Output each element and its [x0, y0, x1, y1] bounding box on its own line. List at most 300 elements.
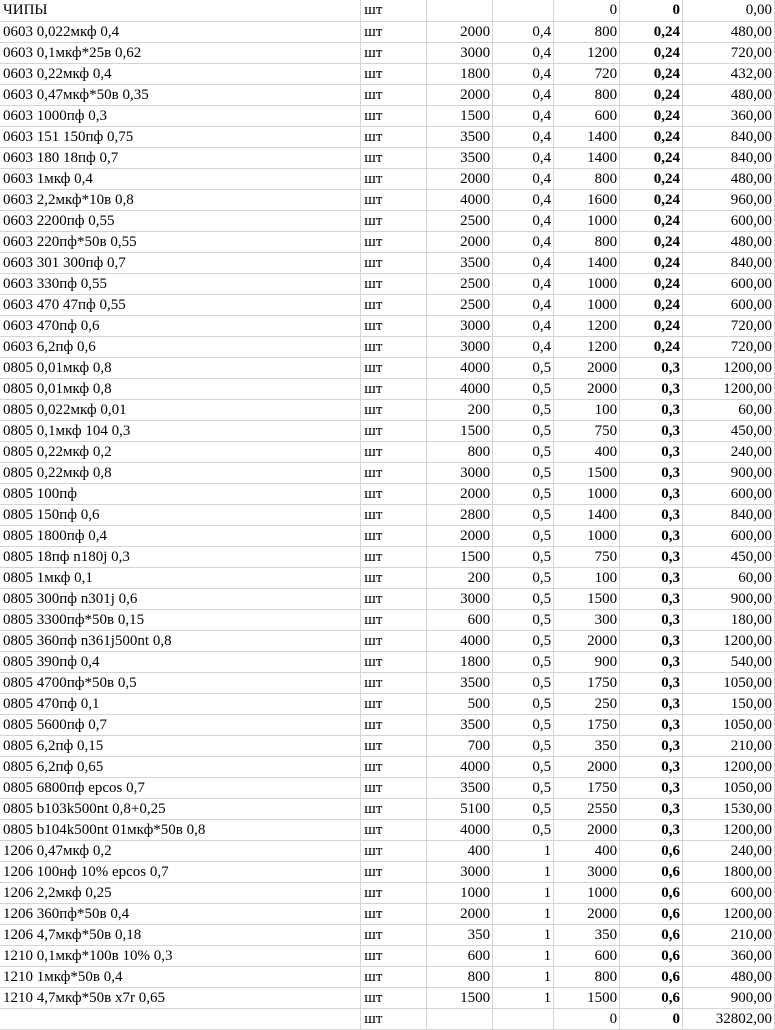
cell-total[interactable]: 480,00: [683, 84, 775, 105]
cell-total[interactable]: 1800,00: [683, 861, 775, 882]
cell-price[interactable]: 0,4: [493, 105, 554, 126]
cell-sum[interactable]: 3000: [554, 861, 620, 882]
cell-name[interactable]: 0603 151 150пф 0,75: [0, 126, 361, 147]
cell-name[interactable]: 0805 6,2пф 0,15: [0, 735, 361, 756]
cell-total[interactable]: 840,00: [683, 126, 775, 147]
cell-name[interactable]: 1210 0,1мкф*100в 10% 0,3: [0, 945, 361, 966]
cell-qty[interactable]: 2500: [427, 210, 493, 231]
cell-name[interactable]: 0603 470пф 0,6: [0, 315, 361, 336]
cell-sum[interactable]: 1400: [554, 252, 620, 273]
cell-name[interactable]: 1206 4,7мкф*50в 0,18: [0, 924, 361, 945]
cell-price2[interactable]: 0,24: [620, 105, 683, 126]
cell-total[interactable]: 480,00: [683, 966, 775, 987]
cell-price2[interactable]: 0,6: [620, 945, 683, 966]
cell-price[interactable]: 0,5: [493, 462, 554, 483]
cell-total[interactable]: 900,00: [683, 588, 775, 609]
cell-qty[interactable]: 4000: [427, 756, 493, 777]
cell-price2[interactable]: 0,24: [620, 63, 683, 84]
cell-unit[interactable]: шт: [361, 231, 427, 252]
cell-price[interactable]: 0,5: [493, 798, 554, 819]
cell-qty[interactable]: 1500: [427, 987, 493, 1008]
cell-qty[interactable]: 1500: [427, 546, 493, 567]
cell-name[interactable]: 0805 1мкф 0,1: [0, 567, 361, 588]
cell-price2[interactable]: 0,24: [620, 252, 683, 273]
cell-name[interactable]: 0603 1мкф 0,4: [0, 168, 361, 189]
cell-total[interactable]: 600,00: [683, 210, 775, 231]
cell-total[interactable]: 600,00: [683, 525, 775, 546]
cell-sum[interactable]: 400: [554, 441, 620, 462]
cell-sum[interactable]: 750: [554, 420, 620, 441]
cell-qty[interactable]: 2800: [427, 504, 493, 525]
cell-price2[interactable]: 0,3: [620, 630, 683, 651]
cell-total[interactable]: 960,00: [683, 189, 775, 210]
cell-total[interactable]: 1050,00: [683, 777, 775, 798]
cell-price2[interactable]: 0,6: [620, 861, 683, 882]
cell-name[interactable]: ЧИПЫ: [0, 0, 361, 21]
cell-qty[interactable]: 3000: [427, 861, 493, 882]
cell-unit[interactable]: шт: [361, 525, 427, 546]
cell-total[interactable]: 180,00: [683, 609, 775, 630]
cell-unit[interactable]: шт: [361, 441, 427, 462]
cell-price[interactable]: 0,4: [493, 273, 554, 294]
cell-price2[interactable]: 0,6: [620, 903, 683, 924]
cell-unit[interactable]: шт: [361, 189, 427, 210]
cell-price2[interactable]: 0,3: [620, 378, 683, 399]
cell-total[interactable]: 1200,00: [683, 630, 775, 651]
cell-qty[interactable]: 1500: [427, 420, 493, 441]
cell-unit[interactable]: шт: [361, 168, 427, 189]
cell-name[interactable]: 1206 0,47мкф 0,2: [0, 840, 361, 861]
cell-name[interactable]: 0805 0,022мкф 0,01: [0, 399, 361, 420]
cell-total[interactable]: 150,00: [683, 693, 775, 714]
cell-sum[interactable]: 900: [554, 651, 620, 672]
cell-price2[interactable]: 0,3: [620, 693, 683, 714]
cell-name[interactable]: 1206 360пф*50в 0,4: [0, 903, 361, 924]
cell-price[interactable]: 1: [493, 903, 554, 924]
cell-sum[interactable]: 1000: [554, 294, 620, 315]
cell-unit[interactable]: шт: [361, 588, 427, 609]
cell-price2[interactable]: 0,3: [620, 462, 683, 483]
cell-price2[interactable]: 0,3: [620, 714, 683, 735]
cell-price2[interactable]: 0,6: [620, 987, 683, 1008]
cell-unit[interactable]: шт: [361, 84, 427, 105]
cell-name[interactable]: 0603 301 300пф 0,7: [0, 252, 361, 273]
cell-price2[interactable]: 0,3: [620, 588, 683, 609]
cell-sum[interactable]: 800: [554, 21, 620, 42]
cell-qty[interactable]: 3000: [427, 336, 493, 357]
cell-sum[interactable]: 1750: [554, 777, 620, 798]
cell-price2[interactable]: 0,24: [620, 168, 683, 189]
cell-name[interactable]: 0805 150пф 0,6: [0, 504, 361, 525]
cell-price[interactable]: 0,4: [493, 168, 554, 189]
cell-unit[interactable]: шт: [361, 1008, 427, 1029]
cell-unit[interactable]: шт: [361, 945, 427, 966]
cell-price[interactable]: [493, 0, 554, 21]
cell-price[interactable]: 0,5: [493, 777, 554, 798]
cell-price[interactable]: 0,4: [493, 84, 554, 105]
cell-sum[interactable]: 1500: [554, 987, 620, 1008]
cell-sum[interactable]: 2000: [554, 357, 620, 378]
cell-unit[interactable]: шт: [361, 693, 427, 714]
cell-name[interactable]: 0805 18пф n180j 0,3: [0, 546, 361, 567]
cell-price[interactable]: 0,5: [493, 567, 554, 588]
cell-qty[interactable]: [427, 1008, 493, 1029]
cell-unit[interactable]: шт: [361, 630, 427, 651]
cell-unit[interactable]: шт: [361, 651, 427, 672]
cell-total[interactable]: 840,00: [683, 147, 775, 168]
cell-qty[interactable]: 3000: [427, 462, 493, 483]
cell-total[interactable]: 0,00: [683, 0, 775, 21]
cell-name[interactable]: 0603 2,2мкф*10в 0,8: [0, 189, 361, 210]
cell-qty[interactable]: 800: [427, 966, 493, 987]
cell-price[interactable]: 0,5: [493, 651, 554, 672]
cell-qty[interactable]: 1800: [427, 651, 493, 672]
cell-price[interactable]: 1: [493, 924, 554, 945]
cell-price2[interactable]: 0: [620, 0, 683, 21]
cell-unit[interactable]: шт: [361, 420, 427, 441]
cell-sum[interactable]: 100: [554, 567, 620, 588]
cell-name[interactable]: 0603 470 47пф 0,55: [0, 294, 361, 315]
cell-price2[interactable]: 0,3: [620, 798, 683, 819]
cell-unit[interactable]: шт: [361, 777, 427, 798]
cell-price2[interactable]: 0,24: [620, 210, 683, 231]
cell-price[interactable]: 0,5: [493, 672, 554, 693]
cell-price2[interactable]: 0,24: [620, 147, 683, 168]
cell-price2[interactable]: 0,24: [620, 126, 683, 147]
cell-name[interactable]: 0805 3300пф*50в 0,15: [0, 609, 361, 630]
cell-unit[interactable]: шт: [361, 609, 427, 630]
cell-sum[interactable]: 800: [554, 966, 620, 987]
cell-qty[interactable]: 4000: [427, 189, 493, 210]
cell-unit[interactable]: шт: [361, 294, 427, 315]
cell-price2[interactable]: 0,3: [620, 672, 683, 693]
cell-name[interactable]: 0805 4700пф*50в 0,5: [0, 672, 361, 693]
cell-qty[interactable]: 200: [427, 399, 493, 420]
cell-price[interactable]: 0,5: [493, 399, 554, 420]
cell-qty[interactable]: 4000: [427, 819, 493, 840]
cell-price[interactable]: 0,5: [493, 420, 554, 441]
cell-price[interactable]: 0,5: [493, 819, 554, 840]
cell-price[interactable]: 0,4: [493, 147, 554, 168]
cell-name[interactable]: 0805 6800пф epcos 0,7: [0, 777, 361, 798]
cell-qty[interactable]: 3500: [427, 147, 493, 168]
cell-price2[interactable]: 0,24: [620, 189, 683, 210]
cell-name[interactable]: 0805 b103k500nt 0,8+0,25: [0, 798, 361, 819]
cell-sum[interactable]: 800: [554, 168, 620, 189]
cell-price[interactable]: 0,5: [493, 756, 554, 777]
cell-price2[interactable]: 0,3: [620, 651, 683, 672]
cell-price2[interactable]: 0,3: [620, 525, 683, 546]
cell-total[interactable]: 1200,00: [683, 378, 775, 399]
cell-total[interactable]: 600,00: [683, 483, 775, 504]
cell-qty[interactable]: 200: [427, 567, 493, 588]
cell-price2[interactable]: 0,24: [620, 84, 683, 105]
cell-sum[interactable]: 600: [554, 105, 620, 126]
cell-sum[interactable]: 1000: [554, 483, 620, 504]
cell-total[interactable]: 450,00: [683, 420, 775, 441]
cell-unit[interactable]: шт: [361, 966, 427, 987]
cell-price2[interactable]: 0,24: [620, 21, 683, 42]
cell-qty[interactable]: 4000: [427, 378, 493, 399]
cell-sum[interactable]: 800: [554, 231, 620, 252]
cell-qty[interactable]: 4000: [427, 630, 493, 651]
cell-price[interactable]: 1: [493, 882, 554, 903]
cell-price[interactable]: 0,4: [493, 21, 554, 42]
cell-name[interactable]: 1210 4,7мкф*50в x7r 0,65: [0, 987, 361, 1008]
cell-qty[interactable]: 2500: [427, 273, 493, 294]
cell-qty[interactable]: 1000: [427, 882, 493, 903]
cell-price[interactable]: 0,5: [493, 525, 554, 546]
cell-qty[interactable]: 3500: [427, 672, 493, 693]
cell-unit[interactable]: шт: [361, 273, 427, 294]
cell-qty[interactable]: 2000: [427, 231, 493, 252]
cell-price[interactable]: 0,5: [493, 378, 554, 399]
cell-unit[interactable]: шт: [361, 105, 427, 126]
cell-qty[interactable]: 3500: [427, 777, 493, 798]
cell-total[interactable]: 1200,00: [683, 756, 775, 777]
cell-sum[interactable]: 2550: [554, 798, 620, 819]
cell-sum[interactable]: 1500: [554, 462, 620, 483]
cell-name[interactable]: 0805 0,22мкф 0,8: [0, 462, 361, 483]
cell-total[interactable]: 720,00: [683, 336, 775, 357]
cell-price[interactable]: 1: [493, 945, 554, 966]
cell-sum[interactable]: 0: [554, 1008, 620, 1029]
cell-sum[interactable]: 2000: [554, 903, 620, 924]
cell-total[interactable]: 900,00: [683, 462, 775, 483]
cell-unit[interactable]: шт: [361, 567, 427, 588]
cell-price[interactable]: 0,5: [493, 546, 554, 567]
cell-name[interactable]: 0603 6,2пф 0,6: [0, 336, 361, 357]
cell-unit[interactable]: шт: [361, 672, 427, 693]
cell-price2[interactable]: 0,6: [620, 882, 683, 903]
cell-unit[interactable]: шт: [361, 483, 427, 504]
cell-qty[interactable]: 350: [427, 924, 493, 945]
cell-total[interactable]: 432,00: [683, 63, 775, 84]
cell-total[interactable]: 900,00: [683, 987, 775, 1008]
cell-sum[interactable]: 2000: [554, 756, 620, 777]
cell-unit[interactable]: шт: [361, 21, 427, 42]
cell-price[interactable]: 0,4: [493, 336, 554, 357]
cell-total[interactable]: 450,00: [683, 546, 775, 567]
cell-qty[interactable]: 400: [427, 840, 493, 861]
cell-total[interactable]: 600,00: [683, 273, 775, 294]
cell-sum[interactable]: 2000: [554, 378, 620, 399]
cell-price2[interactable]: 0,3: [620, 504, 683, 525]
cell-price[interactable]: 0,5: [493, 693, 554, 714]
cell-price[interactable]: 0,5: [493, 357, 554, 378]
cell-sum[interactable]: 250: [554, 693, 620, 714]
cell-name[interactable]: 0603 330пф 0,55: [0, 273, 361, 294]
cell-price[interactable]: 0,4: [493, 231, 554, 252]
cell-sum[interactable]: 2000: [554, 819, 620, 840]
cell-sum[interactable]: 0: [554, 0, 620, 21]
cell-qty[interactable]: [427, 0, 493, 21]
cell-unit[interactable]: шт: [361, 987, 427, 1008]
cell-price[interactable]: 1: [493, 840, 554, 861]
cell-total[interactable]: 1200,00: [683, 819, 775, 840]
cell-sum[interactable]: 1000: [554, 273, 620, 294]
cell-unit[interactable]: шт: [361, 882, 427, 903]
cell-qty[interactable]: 600: [427, 945, 493, 966]
cell-sum[interactable]: 1500: [554, 588, 620, 609]
cell-name[interactable]: 0805 0,22мкф 0,2: [0, 441, 361, 462]
cell-name[interactable]: 0603 1000пф 0,3: [0, 105, 361, 126]
cell-sum[interactable]: 1600: [554, 189, 620, 210]
cell-unit[interactable]: шт: [361, 252, 427, 273]
cell-price2[interactable]: 0,3: [620, 399, 683, 420]
cell-qty[interactable]: 500: [427, 693, 493, 714]
cell-qty[interactable]: 2000: [427, 21, 493, 42]
cell-qty[interactable]: 2500: [427, 294, 493, 315]
cell-price[interactable]: 0,5: [493, 735, 554, 756]
cell-price2[interactable]: 0,6: [620, 924, 683, 945]
cell-sum[interactable]: 1200: [554, 315, 620, 336]
cell-unit[interactable]: шт: [361, 357, 427, 378]
cell-total[interactable]: 360,00: [683, 945, 775, 966]
cell-sum[interactable]: 800: [554, 84, 620, 105]
cell-total[interactable]: 360,00: [683, 105, 775, 126]
cell-unit[interactable]: шт: [361, 462, 427, 483]
cell-qty[interactable]: 2000: [427, 483, 493, 504]
cell-price[interactable]: 1: [493, 966, 554, 987]
cell-qty[interactable]: 3000: [427, 588, 493, 609]
cell-unit[interactable]: шт: [361, 315, 427, 336]
cell-unit[interactable]: шт: [361, 546, 427, 567]
cell-name[interactable]: 0805 300пф n301j 0,6: [0, 588, 361, 609]
cell-sum[interactable]: 1000: [554, 525, 620, 546]
cell-total[interactable]: 720,00: [683, 42, 775, 63]
cell-total[interactable]: 480,00: [683, 21, 775, 42]
cell-price[interactable]: 0,4: [493, 294, 554, 315]
cell-qty[interactable]: 2000: [427, 168, 493, 189]
cell-qty[interactable]: 3500: [427, 714, 493, 735]
cell-qty[interactable]: 1800: [427, 63, 493, 84]
cell-name[interactable]: 0805 b104k500nt 01мкф*50в 0,8: [0, 819, 361, 840]
cell-total[interactable]: 210,00: [683, 924, 775, 945]
cell-price2[interactable]: 0,3: [620, 756, 683, 777]
cell-price2[interactable]: 0,3: [620, 441, 683, 462]
cell-total[interactable]: 600,00: [683, 294, 775, 315]
cell-sum[interactable]: 750: [554, 546, 620, 567]
cell-price[interactable]: 0,4: [493, 42, 554, 63]
cell-total[interactable]: 60,00: [683, 399, 775, 420]
cell-unit[interactable]: шт: [361, 336, 427, 357]
cell-price2[interactable]: 0,24: [620, 273, 683, 294]
cell-qty[interactable]: 3500: [427, 252, 493, 273]
cell-unit[interactable]: шт: [361, 210, 427, 231]
cell-total[interactable]: 32802,00: [683, 1008, 775, 1029]
cell-total[interactable]: 240,00: [683, 441, 775, 462]
cell-unit[interactable]: шт: [361, 924, 427, 945]
cell-sum[interactable]: 1000: [554, 210, 620, 231]
cell-sum[interactable]: 1000: [554, 882, 620, 903]
cell-sum[interactable]: 400: [554, 840, 620, 861]
cell-name[interactable]: 1206 100нф 10% epcos 0,7: [0, 861, 361, 882]
cell-price2[interactable]: 0,3: [620, 777, 683, 798]
cell-qty[interactable]: 700: [427, 735, 493, 756]
cell-sum[interactable]: 1200: [554, 336, 620, 357]
cell-price[interactable]: 0,5: [493, 441, 554, 462]
cell-qty[interactable]: 3000: [427, 42, 493, 63]
cell-price2[interactable]: 0,3: [620, 357, 683, 378]
cell-name[interactable]: 0603 180 18пф 0,7: [0, 147, 361, 168]
cell-name[interactable]: [0, 1008, 361, 1029]
cell-total[interactable]: 60,00: [683, 567, 775, 588]
cell-total[interactable]: 480,00: [683, 231, 775, 252]
cell-price[interactable]: 0,5: [493, 609, 554, 630]
cell-qty[interactable]: 5100: [427, 798, 493, 819]
cell-qty[interactable]: 2000: [427, 525, 493, 546]
cell-price2[interactable]: 0,24: [620, 336, 683, 357]
cell-sum[interactable]: 100: [554, 399, 620, 420]
cell-name[interactable]: 0805 0,01мкф 0,8: [0, 378, 361, 399]
cell-unit[interactable]: шт: [361, 756, 427, 777]
cell-price[interactable]: 0,4: [493, 210, 554, 231]
cell-name[interactable]: 0603 220пф*50в 0,55: [0, 231, 361, 252]
cell-price[interactable]: 0,5: [493, 504, 554, 525]
cell-unit[interactable]: шт: [361, 798, 427, 819]
cell-name[interactable]: 0805 360пф n361j500nt 0,8: [0, 630, 361, 651]
cell-qty[interactable]: 800: [427, 441, 493, 462]
cell-price2[interactable]: 0,6: [620, 840, 683, 861]
cell-name[interactable]: 0805 100пф: [0, 483, 361, 504]
cell-name[interactable]: 0805 0,1мкф 104 0,3: [0, 420, 361, 441]
cell-sum[interactable]: 1200: [554, 42, 620, 63]
cell-sum[interactable]: 300: [554, 609, 620, 630]
cell-sum[interactable]: 2000: [554, 630, 620, 651]
cell-total[interactable]: 540,00: [683, 651, 775, 672]
cell-total[interactable]: 840,00: [683, 504, 775, 525]
cell-price[interactable]: 0,4: [493, 252, 554, 273]
cell-price[interactable]: 1: [493, 861, 554, 882]
cell-price[interactable]: 0,4: [493, 315, 554, 336]
cell-name[interactable]: 0603 2200пф 0,55: [0, 210, 361, 231]
cell-price2[interactable]: 0,6: [620, 966, 683, 987]
cell-price[interactable]: 0,5: [493, 630, 554, 651]
cell-price2[interactable]: 0,24: [620, 231, 683, 252]
cell-qty[interactable]: 3000: [427, 315, 493, 336]
cell-sum[interactable]: 1400: [554, 147, 620, 168]
cell-total[interactable]: 1050,00: [683, 672, 775, 693]
cell-unit[interactable]: шт: [361, 504, 427, 525]
cell-price[interactable]: 0,5: [493, 588, 554, 609]
cell-total[interactable]: 720,00: [683, 315, 775, 336]
cell-price2[interactable]: 0,24: [620, 294, 683, 315]
cell-name[interactable]: 0603 0,47мкф*50в 0,35: [0, 84, 361, 105]
cell-price2[interactable]: 0,3: [620, 819, 683, 840]
cell-qty[interactable]: 2000: [427, 903, 493, 924]
cell-price[interactable]: 0,5: [493, 483, 554, 504]
cell-name[interactable]: 1210 1мкф*50в 0,4: [0, 966, 361, 987]
cell-price2[interactable]: 0,3: [620, 609, 683, 630]
cell-price2[interactable]: 0,3: [620, 567, 683, 588]
cell-total[interactable]: 1200,00: [683, 357, 775, 378]
cell-unit[interactable]: шт: [361, 126, 427, 147]
cell-qty[interactable]: 2000: [427, 84, 493, 105]
cell-total[interactable]: 480,00: [683, 168, 775, 189]
cell-sum[interactable]: 1400: [554, 126, 620, 147]
cell-sum[interactable]: 1750: [554, 714, 620, 735]
cell-total[interactable]: 1200,00: [683, 903, 775, 924]
cell-unit[interactable]: шт: [361, 42, 427, 63]
cell-name[interactable]: 0603 0,022мкф 0,4: [0, 21, 361, 42]
cell-unit[interactable]: шт: [361, 735, 427, 756]
cell-sum[interactable]: 720: [554, 63, 620, 84]
cell-name[interactable]: 0603 0,22мкф 0,4: [0, 63, 361, 84]
cell-price2[interactable]: 0,3: [620, 420, 683, 441]
cell-name[interactable]: 0603 0,1мкф*25в 0,62: [0, 42, 361, 63]
cell-name[interactable]: 0805 6,2пф 0,65: [0, 756, 361, 777]
